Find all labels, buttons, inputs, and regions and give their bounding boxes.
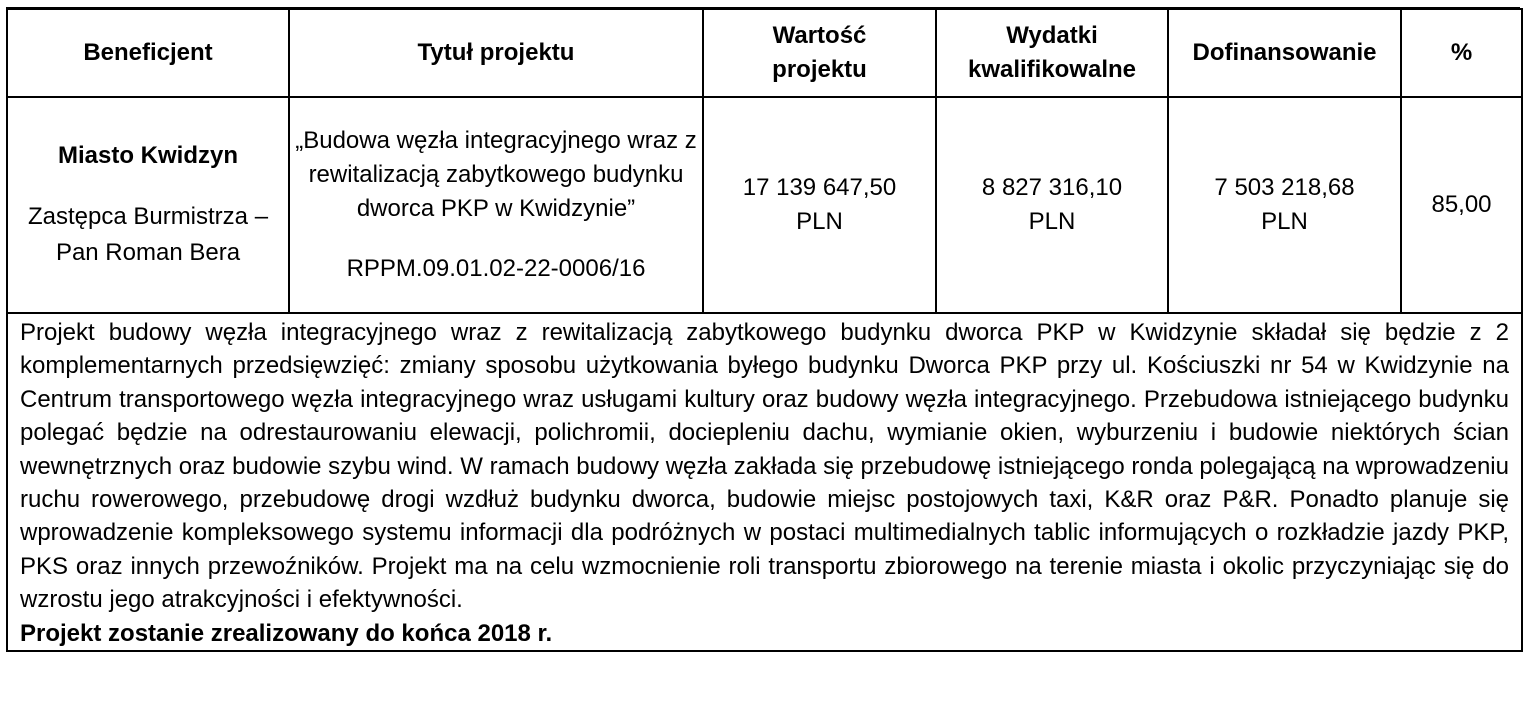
cell-beneficjent bbox=[7, 97, 289, 313]
header-wartosc-line2: projektu bbox=[772, 56, 867, 83]
wydatki-amount: 8 827 316,10 bbox=[981, 174, 1123, 201]
wartosc-currency: PLN bbox=[796, 208, 843, 235]
beneficjent-role: Zastępca Burmistrza – Pan Roman Bera bbox=[27, 203, 269, 266]
dofinansowanie-currency: PLN bbox=[1261, 208, 1308, 235]
project-row bbox=[7, 97, 1522, 313]
header-wartosc-line1: Wartość bbox=[772, 22, 867, 49]
grant-table bbox=[6, 8, 1523, 652]
project-code: RPPM.09.01.02-22-0006/16 bbox=[346, 255, 646, 282]
beneficjent-name: Miasto Kwidzyn bbox=[57, 142, 238, 169]
project-description: Projekt budowy węzła integracyjnego wraz z rewitalizacją zabytkowego budynku dworca PKP w Kwidzynie składał się będzie z 2 komplementarnych przedsięwzięć: zmiany sposobu użytkowania byłego budynku Dworca PKP przy ul. Kościuszki nr 54 w Kwidzynie na Centrum transportowego węzła integracyjnego wraz usługami kultury oraz budowy węzła integracyjnego. Przebudowa istniejącego budynku polegać będzie na odrestaurowaniu elewacji, polichromii, dociepleniu dachu, wymianie okien, wyburzeniu i budowie niektórych ścian wewnętrznych oraz budowie szybu wind. W ramach budowy węzła zakłada się przebudowę istniejącego ronda polegającą na wprowadzeniu ruchu rowerowego, przebudowę drogi wzdłuż budynku dworca, budowie miejsc postojowych taxi, K&R oraz P&R. Ponadto planuje się wprowadzenie kompleksowego systemu informacji dla podróżnych w postaci multimedialnych tablic informujących o rozkładzie jazdy PKP, PKS oraz innych przewoźników. Projekt ma na celu wzmocnienie roli transportu zbiorowego na terenie miasta i okolic przyczyniając się do wzrostu jego atrakcyjności i efektywności. bbox=[20, 319, 1509, 614]
wydatki-currency: PLN bbox=[1028, 208, 1076, 235]
description-row bbox=[7, 313, 1522, 651]
dofinansowanie-amount: 7 503 218,68 bbox=[1214, 174, 1355, 201]
header-wydatki-kwalifikowalne bbox=[936, 9, 1168, 97]
header-row bbox=[7, 9, 1522, 97]
cell-description bbox=[7, 313, 1522, 651]
header-tytul-projektu: Tytuł projektu bbox=[289, 9, 703, 97]
completion-note: Projekt zostanie zrealizowany do końca 2018 r. bbox=[20, 619, 553, 647]
header-beneficjent: Beneficjent bbox=[7, 9, 289, 97]
cell-wydatki-kwalifikowalne bbox=[936, 97, 1168, 313]
cell-wartosc-projektu bbox=[703, 97, 936, 313]
cell-dofinansowanie bbox=[1168, 97, 1401, 313]
header-dofinansowanie: Dofinansowanie bbox=[1168, 9, 1401, 97]
cell-tytul-projektu bbox=[289, 97, 703, 313]
wartosc-amount: 17 139 647,50 bbox=[742, 174, 897, 201]
header-wartosc-projektu bbox=[703, 9, 936, 97]
header-wydatki-line1: Wydatki bbox=[1006, 22, 1098, 49]
project-title: „Budowa węzła integracyjnego wraz z rewitalizacją zabytkowego budynku dworca PKP w Kwidzynie” bbox=[295, 127, 697, 222]
header-procent: % bbox=[1401, 9, 1522, 97]
header-wydatki-line2: kwalifikowalne bbox=[967, 56, 1137, 83]
cell-procent: 85,00 bbox=[1401, 97, 1522, 313]
